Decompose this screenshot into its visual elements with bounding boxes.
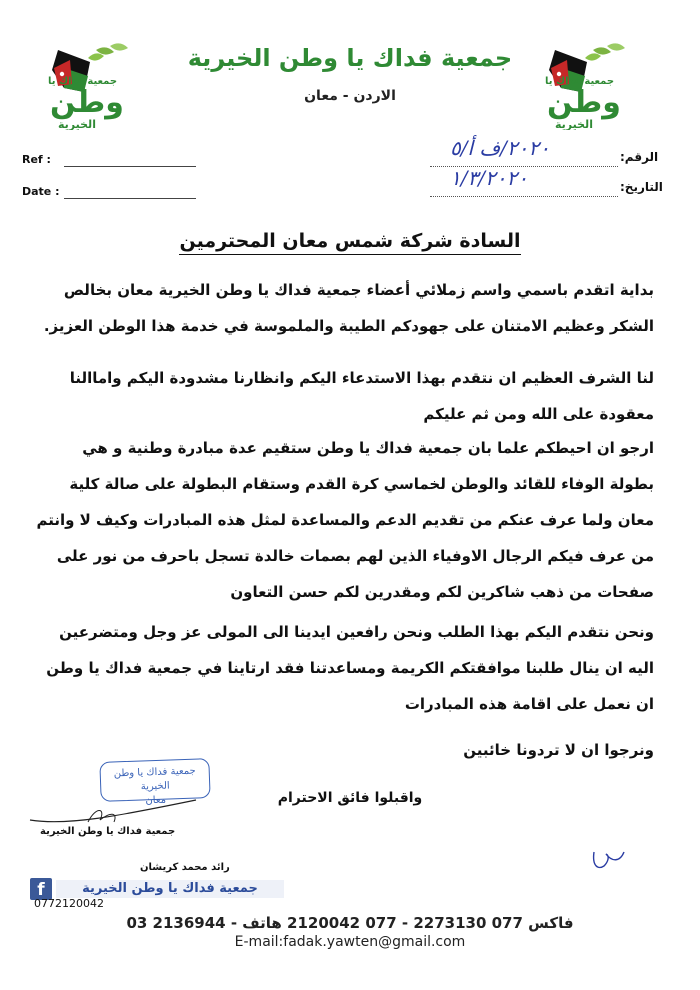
date-ar-label: التاريخ: [620, 180, 663, 194]
number-label: الرقم: [620, 150, 659, 164]
signature-caption: جمعية فداك يا وطن الخيرية [40, 826, 176, 837]
facebook-page-name[interactable]: جمعية فداك يا وطن الخيرية [56, 880, 284, 898]
manager-name: رائد محمد كريشان [140, 862, 230, 873]
footer-email[interactable]: E-mail:fadak.yawten@gmail.com [234, 934, 466, 950]
org-location: الاردن - معان [304, 88, 396, 104]
org-title: جمعية فداك يا وطن الخيرية [187, 44, 513, 72]
svg-text:وطن: وطن [50, 85, 124, 120]
svg-text:جمعية فداك يا: جمعية فداك يا [48, 76, 118, 87]
ref-line [64, 166, 196, 167]
paragraph-5: ونرجوا ان لا تردونا خائبين [463, 741, 654, 759]
paragraph-4: ونحن نتقدم اليكم بهذا الطلب ونحن رافعين ايدينا الى المولى عز وجل ومتضرعين اليه ان ينال طلبنا موافقتكم الكريمة ومساعدتنا فقد ارتاينا في جمعية فداك يا وطن ان نعمل على اقامة هذه المبادرات [46, 623, 654, 713]
facebook-icon[interactable]: f [30, 878, 52, 900]
date-label: Date : [22, 185, 60, 198]
stamp-line-1: جمعية فداك يا وطن الخيرية [113, 765, 196, 793]
date-line [64, 198, 196, 199]
closing: واقبلوا فائق الاحترام [277, 790, 423, 806]
stamp-line-2: معان [145, 794, 167, 807]
number-value: ٢٠٢٠/ف أ/٥ [450, 136, 550, 160]
date-ar-line [430, 196, 618, 197]
paragraph-3: ارجو ان احيطكم علما بان جمعية فداك يا وطن ستقيم عدة مبادرة وطنية و هي بطولة الوفاء للقائد والوطن لخماسي كرة القدم وستقام البطولة على صالة كلية معان ولما عرف عنكم من تقديم الدعم والمساعدة لمثل هذه المبادرات وكيف لا وانتم من عرف فيكم الرجال الاوفياء الذين لهم بصمات خالدة تسجل باحرف من نور على صفحات من ذهب شاكرين لكم ومقدرين لكم حسن التعاون [36, 439, 654, 601]
svg-text:الخيرية: الخيرية [555, 118, 593, 130]
signature-scribble [28, 790, 198, 830]
svg-text:الخيرية: الخيرية [58, 118, 96, 130]
svg-text:وطن: وطن [547, 85, 621, 120]
footer-phones: 03 2136944 - فاكس 077 2273130 - 077 2120042 هاتف [126, 914, 574, 932]
date-value: ١/٣/٢٠٢٠ [450, 166, 528, 190]
initials-scribble [590, 846, 630, 876]
paragraph-1: بداية اتقدم باسمي واسم زملائي أعضاء جمعية فداك يا وطن الخيرية معان بخالص الشكر وعظيم الامتنان على جهودكم الطيبة والملموسة في خدمة هذا الوطن العزيز. [43, 281, 654, 335]
svg-text:جمعية فداك يا: جمعية فداك يا [545, 76, 615, 87]
facebook-phone: 0772120042 [34, 897, 104, 910]
paragraph-2: لنا الشرف العظيم ان نتقدم بهذا الاستدعاء اليكم وانظارنا مشدودة اليكم واماالنا معقودة على الله ومن ثم عليكم [69, 369, 654, 423]
ref-label: Ref : [22, 153, 51, 166]
addressee: السادة شركة شمس معان المحترمين [0, 230, 700, 252]
